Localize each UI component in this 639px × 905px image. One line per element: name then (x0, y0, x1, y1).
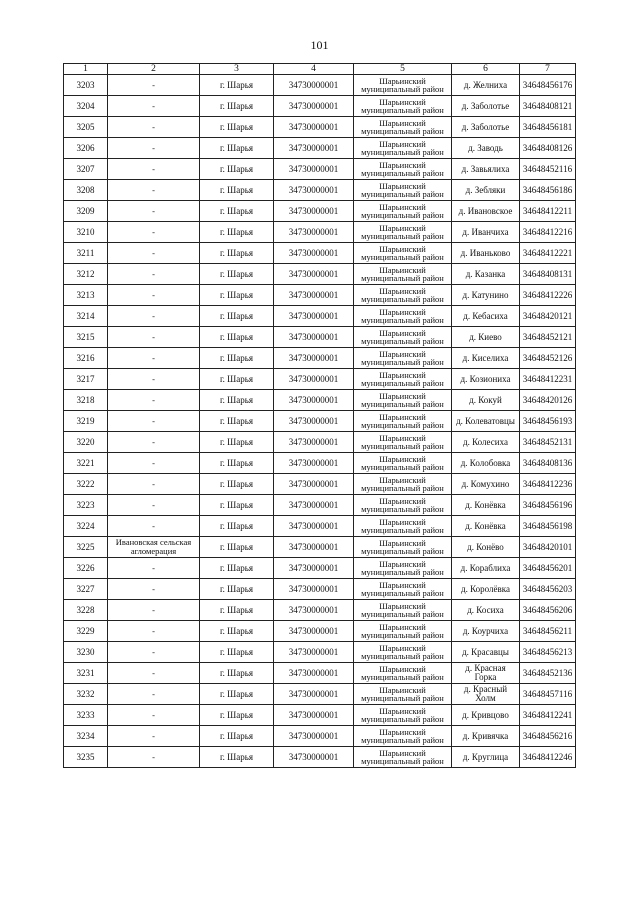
city-cell: г. Шарья (200, 75, 274, 96)
agglomeration-cell: - (108, 75, 200, 96)
agglomeration-cell: - (108, 705, 200, 726)
city-cell: г. Шарья (200, 369, 274, 390)
row-number-cell: 3216 (64, 348, 108, 369)
header-row (64, 64, 576, 75)
agglomeration-cell: - (108, 306, 200, 327)
table-row (64, 516, 576, 537)
settlement-cell: д. Кебасиха (452, 306, 520, 327)
oktmo-code-cell: 34730000001 (274, 348, 354, 369)
district-cell: Шарьинский муниципальный район (354, 579, 452, 600)
row-number-cell: 3212 (64, 264, 108, 285)
settlement-code-cell: 34648452136 (520, 663, 576, 684)
district-cell: Шарьинский муниципальный район (354, 453, 452, 474)
city-cell: г. Шарья (200, 117, 274, 138)
agglomeration-cell: - (108, 180, 200, 201)
settlement-cell: д. Колобовка (452, 453, 520, 474)
agglomeration-cell: - (108, 579, 200, 600)
district-cell: Шарьинский муниципальный район (354, 726, 452, 747)
settlement-code-cell: 34648456216 (520, 726, 576, 747)
settlement-table (63, 63, 576, 768)
settlement-cell: д. Кривцово (452, 705, 520, 726)
district-cell: Шарьинский муниципальный район (354, 75, 452, 96)
city-cell: г. Шарья (200, 600, 274, 621)
row-number-cell: 3228 (64, 600, 108, 621)
settlement-code-cell: 34648456213 (520, 642, 576, 663)
oktmo-code-cell: 34730000001 (274, 537, 354, 558)
settlement-code-cell: 34648408131 (520, 264, 576, 285)
city-cell: г. Шарья (200, 285, 274, 306)
district-cell: Шарьинский муниципальный район (354, 327, 452, 348)
settlement-code-cell: 34648456211 (520, 621, 576, 642)
row-number-cell: 3213 (64, 285, 108, 306)
settlement-cell: д. Красный Холм (452, 684, 520, 705)
settlement-code-cell: 34648456176 (520, 75, 576, 96)
settlement-cell: д. Заболотье (452, 117, 520, 138)
row-number-cell: 3218 (64, 390, 108, 411)
settlement-code-cell: 34648456181 (520, 117, 576, 138)
oktmo-code-cell: 34730000001 (274, 369, 354, 390)
table-row (64, 600, 576, 621)
city-cell: г. Шарья (200, 348, 274, 369)
agglomeration-cell: - (108, 159, 200, 180)
settlement-cell: д. Комухино (452, 474, 520, 495)
row-number-cell: 3230 (64, 642, 108, 663)
table-row (64, 747, 576, 768)
district-cell: Шарьинский муниципальный район (354, 537, 452, 558)
city-cell: г. Шарья (200, 243, 274, 264)
oktmo-code-cell: 34730000001 (274, 96, 354, 117)
oktmo-code-cell: 34730000001 (274, 117, 354, 138)
table-row (64, 474, 576, 495)
oktmo-code-cell: 34730000001 (274, 474, 354, 495)
district-cell: Шарьинский муниципальный район (354, 201, 452, 222)
district-cell: Шарьинский муниципальный район (354, 747, 452, 768)
city-cell: г. Шарья (200, 474, 274, 495)
table-row (64, 537, 576, 558)
settlement-cell: д. Конёвка (452, 495, 520, 516)
oktmo-code-cell: 34730000001 (274, 159, 354, 180)
settlement-cell: д. Киево (452, 327, 520, 348)
agglomeration-cell: - (108, 285, 200, 306)
row-number-cell: 3234 (64, 726, 108, 747)
row-number-cell: 3223 (64, 495, 108, 516)
settlement-code-cell: 34648452121 (520, 327, 576, 348)
settlement-cell: д. Колеватовцы (452, 411, 520, 432)
table-row (64, 684, 576, 705)
table-row (64, 348, 576, 369)
settlement-code-cell: 34648420126 (520, 390, 576, 411)
table-row (64, 138, 576, 159)
column-header: 6 (452, 64, 520, 75)
settlement-cell: д. Королёвка (452, 579, 520, 600)
oktmo-code-cell: 34730000001 (274, 222, 354, 243)
city-cell: г. Шарья (200, 621, 274, 642)
district-cell: Шарьинский муниципальный район (354, 369, 452, 390)
table-body (64, 75, 576, 768)
oktmo-code-cell: 34730000001 (274, 684, 354, 705)
district-cell: Шарьинский муниципальный район (354, 558, 452, 579)
settlement-cell: д. Красная Горка (452, 663, 520, 684)
city-cell: г. Шарья (200, 201, 274, 222)
district-cell: Шарьинский муниципальный район (354, 96, 452, 117)
city-cell: г. Шарья (200, 432, 274, 453)
city-cell: г. Шарья (200, 684, 274, 705)
settlement-cell: д. Казанка (452, 264, 520, 285)
oktmo-code-cell: 34730000001 (274, 495, 354, 516)
district-cell: Шарьинский муниципальный район (354, 285, 452, 306)
oktmo-code-cell: 34730000001 (274, 558, 354, 579)
table-row (64, 453, 576, 474)
table-row (64, 705, 576, 726)
settlement-cell: д. Кривячка (452, 726, 520, 747)
row-number-cell: 3225 (64, 537, 108, 558)
city-cell: г. Шарья (200, 558, 274, 579)
oktmo-code-cell: 34730000001 (274, 306, 354, 327)
settlement-code-cell: 34648456186 (520, 180, 576, 201)
district-cell: Шарьинский муниципальный район (354, 432, 452, 453)
district-cell: Шарьинский муниципальный район (354, 222, 452, 243)
settlement-code-cell: 34648412236 (520, 474, 576, 495)
oktmo-code-cell: 34730000001 (274, 705, 354, 726)
row-number-cell: 3209 (64, 201, 108, 222)
district-cell: Шарьинский муниципальный район (354, 663, 452, 684)
city-cell: г. Шарья (200, 642, 274, 663)
column-header: 1 (64, 64, 108, 75)
oktmo-code-cell: 34730000001 (274, 579, 354, 600)
agglomeration-cell: - (108, 138, 200, 159)
table-row (64, 117, 576, 138)
oktmo-code-cell: 34730000001 (274, 285, 354, 306)
settlement-code-cell: 34648412231 (520, 369, 576, 390)
table-row (64, 579, 576, 600)
district-cell: Шарьинский муниципальный район (354, 348, 452, 369)
settlement-cell: д. Киселиха (452, 348, 520, 369)
agglomeration-cell: - (108, 243, 200, 264)
oktmo-code-cell: 34730000001 (274, 411, 354, 432)
settlement-code-cell: 34648412241 (520, 705, 576, 726)
city-cell: г. Шарья (200, 180, 274, 201)
table-row (64, 621, 576, 642)
settlement-cell: д. Красавцы (452, 642, 520, 663)
district-cell: Шарьинский муниципальный район (354, 600, 452, 621)
oktmo-code-cell: 34730000001 (274, 726, 354, 747)
row-number-cell: 3203 (64, 75, 108, 96)
settlement-cell: д. Круглица (452, 747, 520, 768)
row-number-cell: 3221 (64, 453, 108, 474)
city-cell: г. Шарья (200, 747, 274, 768)
agglomeration-cell: - (108, 96, 200, 117)
city-cell: г. Шарья (200, 579, 274, 600)
settlement-cell: д. Зебляки (452, 180, 520, 201)
column-header: 7 (520, 64, 576, 75)
city-cell: г. Шарья (200, 138, 274, 159)
city-cell: г. Шарья (200, 453, 274, 474)
city-cell: г. Шарья (200, 306, 274, 327)
city-cell: г. Шарья (200, 663, 274, 684)
row-number-cell: 3215 (64, 327, 108, 348)
district-cell: Шарьинский муниципальный район (354, 516, 452, 537)
settlement-code-cell: 34648452126 (520, 348, 576, 369)
agglomeration-cell: - (108, 327, 200, 348)
row-number-cell: 3210 (64, 222, 108, 243)
row-number-cell: 3231 (64, 663, 108, 684)
row-number-cell: 3207 (64, 159, 108, 180)
table-row (64, 369, 576, 390)
table-row (64, 432, 576, 453)
city-cell: г. Шарья (200, 264, 274, 285)
oktmo-code-cell: 34730000001 (274, 390, 354, 411)
agglomeration-cell: - (108, 432, 200, 453)
district-cell: Шарьинский муниципальный район (354, 621, 452, 642)
table-row (64, 201, 576, 222)
row-number-cell: 3222 (64, 474, 108, 495)
oktmo-code-cell: 34730000001 (274, 516, 354, 537)
city-cell: г. Шарья (200, 516, 274, 537)
city-cell: г. Шарья (200, 705, 274, 726)
table-row (64, 327, 576, 348)
settlement-cell: д. Катунино (452, 285, 520, 306)
oktmo-code-cell: 34730000001 (274, 264, 354, 285)
district-cell: Шарьинский муниципальный район (354, 180, 452, 201)
settlement-cell: д. Козиониха (452, 369, 520, 390)
settlement-cell: д. Косиха (452, 600, 520, 621)
settlement-cell: д. Коурчиха (452, 621, 520, 642)
settlement-code-cell: 34648408126 (520, 138, 576, 159)
city-cell: г. Шарья (200, 222, 274, 243)
agglomeration-cell: - (108, 642, 200, 663)
row-number-cell: 3217 (64, 369, 108, 390)
agglomeration-cell: - (108, 369, 200, 390)
row-number-cell: 3214 (64, 306, 108, 327)
settlement-cell: д. Иванчиха (452, 222, 520, 243)
row-number-cell: 3227 (64, 579, 108, 600)
district-cell: Шарьинский муниципальный район (354, 159, 452, 180)
agglomeration-cell: - (108, 747, 200, 768)
agglomeration-cell: - (108, 516, 200, 537)
row-number-cell: 3233 (64, 705, 108, 726)
agglomeration-cell: - (108, 411, 200, 432)
settlement-code-cell: 34648412246 (520, 747, 576, 768)
table-row (64, 285, 576, 306)
row-number-cell: 3229 (64, 621, 108, 642)
agglomeration-cell: - (108, 600, 200, 621)
column-header: 3 (200, 64, 274, 75)
oktmo-code-cell: 34730000001 (274, 453, 354, 474)
settlement-code-cell: 34648456201 (520, 558, 576, 579)
table-row (64, 75, 576, 96)
district-cell: Шарьинский муниципальный район (354, 495, 452, 516)
district-cell: Шарьинский муниципальный район (354, 306, 452, 327)
settlement-code-cell: 34648412221 (520, 243, 576, 264)
district-cell: Шарьинский муниципальный район (354, 390, 452, 411)
settlement-cell: д. Конёво (452, 537, 520, 558)
oktmo-code-cell: 34730000001 (274, 138, 354, 159)
city-cell: г. Шарья (200, 411, 274, 432)
agglomeration-cell: Ивановская сельская агломерация (108, 537, 200, 558)
settlement-cell: д. Желниха (452, 75, 520, 96)
city-cell: г. Шарья (200, 96, 274, 117)
agglomeration-cell: - (108, 684, 200, 705)
table-row (64, 726, 576, 747)
row-number-cell: 3208 (64, 180, 108, 201)
settlement-code-cell: 34648456206 (520, 600, 576, 621)
row-number-cell: 3206 (64, 138, 108, 159)
settlement-code-cell: 34648412216 (520, 222, 576, 243)
table-row (64, 642, 576, 663)
settlement-code-cell: 34648456196 (520, 495, 576, 516)
agglomeration-cell: - (108, 201, 200, 222)
settlement-cell: д. Конёвка (452, 516, 520, 537)
oktmo-code-cell: 34730000001 (274, 75, 354, 96)
row-number-cell: 3226 (64, 558, 108, 579)
city-cell: г. Шарья (200, 537, 274, 558)
settlement-code-cell: 34648420121 (520, 306, 576, 327)
row-number-cell: 3204 (64, 96, 108, 117)
settlement-code-cell: 34648457116 (520, 684, 576, 705)
oktmo-code-cell: 34730000001 (274, 642, 354, 663)
column-header: 4 (274, 64, 354, 75)
settlement-code-cell: 34648408121 (520, 96, 576, 117)
agglomeration-cell: - (108, 390, 200, 411)
table-row (64, 663, 576, 684)
district-cell: Шарьинский муниципальный район (354, 138, 452, 159)
settlement-cell: д. Кораблиха (452, 558, 520, 579)
settlement-code-cell: 34648412226 (520, 285, 576, 306)
district-cell: Шарьинский муниципальный район (354, 243, 452, 264)
page-number: 101 (310, 38, 329, 52)
oktmo-code-cell: 34730000001 (274, 201, 354, 222)
agglomeration-cell: - (108, 558, 200, 579)
table-row (64, 558, 576, 579)
district-cell: Шарьинский муниципальный район (354, 411, 452, 432)
row-number-cell: 3235 (64, 747, 108, 768)
oktmo-code-cell: 34730000001 (274, 327, 354, 348)
table-row (64, 159, 576, 180)
settlement-code-cell: 34648452116 (520, 159, 576, 180)
agglomeration-cell: - (108, 621, 200, 642)
oktmo-code-cell: 34730000001 (274, 432, 354, 453)
agglomeration-cell: - (108, 222, 200, 243)
settlement-cell: д. Иваньково (452, 243, 520, 264)
settlement-cell: д. Колесиха (452, 432, 520, 453)
settlement-cell: д. Заболотье (452, 96, 520, 117)
row-number-cell: 3232 (64, 684, 108, 705)
city-cell: г. Шарья (200, 327, 274, 348)
settlement-code-cell: 34648456198 (520, 516, 576, 537)
settlement-cell: д. Кокуй (452, 390, 520, 411)
row-number-cell: 3220 (64, 432, 108, 453)
district-cell: Шарьинский муниципальный район (354, 642, 452, 663)
row-number-cell: 3224 (64, 516, 108, 537)
row-number-cell: 3205 (64, 117, 108, 138)
agglomeration-cell: - (108, 726, 200, 747)
table-row (64, 222, 576, 243)
table-row (64, 390, 576, 411)
table-row (64, 180, 576, 201)
table-row (64, 243, 576, 264)
agglomeration-cell: - (108, 264, 200, 285)
settlement-cell: д. Ивановское (452, 201, 520, 222)
oktmo-code-cell: 34730000001 (274, 243, 354, 264)
settlement-code-cell: 34648456203 (520, 579, 576, 600)
oktmo-code-cell: 34730000001 (274, 663, 354, 684)
city-cell: г. Шарья (200, 159, 274, 180)
oktmo-code-cell: 34730000001 (274, 747, 354, 768)
row-number-cell: 3211 (64, 243, 108, 264)
table-row (64, 411, 576, 432)
agglomeration-cell: - (108, 474, 200, 495)
settlement-code-cell: 34648452131 (520, 432, 576, 453)
settlement-cell: д. Заводь (452, 138, 520, 159)
table-row (64, 495, 576, 516)
settlement-code-cell: 34648420101 (520, 537, 576, 558)
table-row (64, 96, 576, 117)
district-cell: Шарьинский муниципальный район (354, 684, 452, 705)
row-number-cell: 3219 (64, 411, 108, 432)
settlement-code-cell: 34648412211 (520, 201, 576, 222)
table-row (64, 264, 576, 285)
agglomeration-cell: - (108, 348, 200, 369)
district-cell: Шарьинский муниципальный район (354, 117, 452, 138)
oktmo-code-cell: 34730000001 (274, 600, 354, 621)
agglomeration-cell: - (108, 663, 200, 684)
column-header: 5 (354, 64, 452, 75)
agglomeration-cell: - (108, 495, 200, 516)
oktmo-code-cell: 34730000001 (274, 621, 354, 642)
city-cell: г. Шарья (200, 390, 274, 411)
column-header: 2 (108, 64, 200, 75)
settlement-code-cell: 34648408136 (520, 453, 576, 474)
agglomeration-cell: - (108, 117, 200, 138)
table-row (64, 306, 576, 327)
city-cell: г. Шарья (200, 495, 274, 516)
settlement-cell: д. Завьялиха (452, 159, 520, 180)
district-cell: Шарьинский муниципальный район (354, 705, 452, 726)
city-cell: г. Шарья (200, 726, 274, 747)
oktmo-code-cell: 34730000001 (274, 180, 354, 201)
agglomeration-cell: - (108, 453, 200, 474)
district-cell: Шарьинский муниципальный район (354, 264, 452, 285)
settlement-code-cell: 34648456193 (520, 411, 576, 432)
district-cell: Шарьинский муниципальный район (354, 474, 452, 495)
